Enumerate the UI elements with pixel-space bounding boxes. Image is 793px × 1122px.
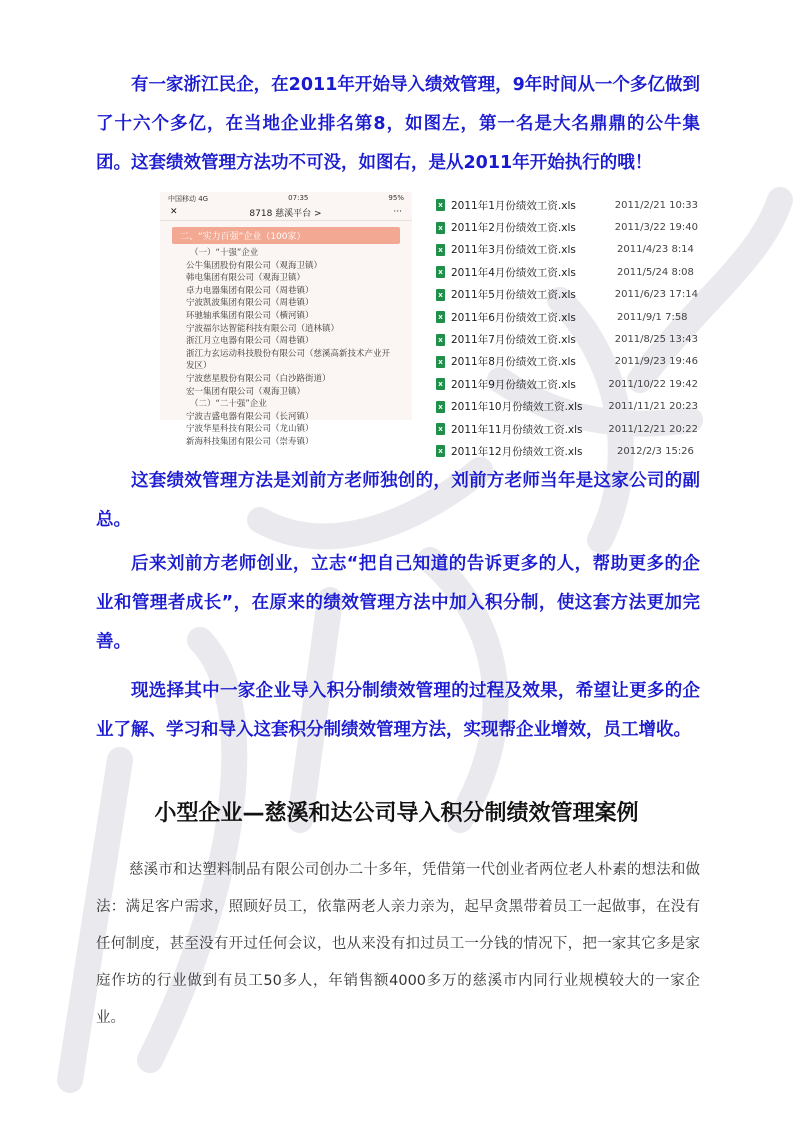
excel-file-icon: x bbox=[436, 289, 445, 301]
file-date: 2012/2/3 15:26 bbox=[617, 445, 694, 457]
file-name: 2011年3月份绩效工资.xls bbox=[451, 244, 576, 257]
file-row[interactable] bbox=[436, 328, 698, 350]
phone-title-bar bbox=[160, 204, 412, 221]
file-date: 2011/9/23 19:46 bbox=[614, 356, 698, 368]
file-name: 2011年8月份绩效工资.xls bbox=[451, 356, 576, 369]
company-line: 韩电集团有限公司（观海卫镇） bbox=[186, 273, 306, 284]
excel-file-icon: x bbox=[436, 445, 445, 457]
file-row[interactable] bbox=[436, 194, 698, 216]
file-name: 2011年4月份绩效工资.xls bbox=[451, 266, 576, 279]
section-heading: （二）“二十强”企业 bbox=[190, 399, 267, 410]
file-date: 2011/10/22 19:42 bbox=[608, 378, 698, 390]
file-name: 2011年2月份绩效工资.xls bbox=[451, 222, 576, 235]
phone-list bbox=[160, 244, 412, 449]
file-name: 2011年6月份绩效工资.xls bbox=[451, 311, 576, 324]
excel-file-icon: x bbox=[436, 244, 445, 256]
company-line: 宏一集团有限公司（观海卫镇） bbox=[186, 386, 306, 397]
company-line: 环驰轴承集团有限公司（横河镇） bbox=[186, 310, 314, 321]
file-row[interactable] bbox=[436, 351, 698, 373]
phone-title: 8718 慈溪平台 > bbox=[249, 208, 322, 219]
intro-paragraph-4: 现选择其中一家企业导入积分制绩效管理的过程及效果，希望让更多的企业了解、学习和导入这套积分制绩效管理方法，实现帮企业增效，员工增收。 bbox=[96, 681, 700, 740]
phone-screenshot bbox=[160, 192, 412, 447]
file-date: 2011/9/1 7:58 bbox=[617, 311, 688, 323]
excel-file-icon: x bbox=[436, 266, 445, 278]
file-date: 2011/6/23 17:14 bbox=[614, 289, 698, 301]
excel-file-icon: x bbox=[436, 423, 445, 435]
case-heading: 小型企业—慈溪和达公司导入积分制绩效管理案例 bbox=[154, 801, 639, 826]
company-line: 宁波福尔达智能科技有限公司（逍林镇） bbox=[186, 323, 340, 334]
file-row[interactable] bbox=[436, 418, 698, 440]
company-line: 宁波慈星股份有限公司（白沙路街道） bbox=[186, 373, 331, 384]
section-heading: （一）“十强”企业 bbox=[190, 248, 259, 258]
excel-file-icon: x bbox=[436, 356, 445, 368]
file-row[interactable] bbox=[436, 373, 698, 395]
file-name: 2011年12月份绩效工资.xls bbox=[451, 445, 583, 458]
excel-file-icon: x bbox=[436, 378, 445, 390]
excel-file-icon: x bbox=[436, 401, 445, 413]
company-line: 宁波吉盛电器有限公司（长河镇） bbox=[186, 411, 314, 422]
company-line: 公牛集团股份有限公司（观海卫镇） bbox=[186, 260, 323, 271]
intro-paragraph-1: 有一家浙江民企，在2011年开始导入绩效管理，9年时间从一个多亿做到了十六个多亿，在当地企业排名第8，如图左，第一名是大名鼎鼎的公牛集团。这套绩效管理方法功不可没，如图右，是从2011年开始执行的哦！ bbox=[96, 75, 700, 173]
intro-paragraph-3: 后来刘前方老师创业，立志“把自己知道的告诉更多的人，帮助更多的企业和管理者成长”，在原来的绩效管理方法中加入积分制，使这套方法更加完善。 bbox=[96, 554, 700, 652]
excel-file-icon: x bbox=[436, 311, 445, 323]
file-row[interactable] bbox=[436, 396, 698, 418]
intro-paragraph-2: 这套绩效管理方法是刘前方老师独创的，刘前方老师当年是这家公司的副总。 bbox=[96, 471, 700, 530]
file-date: 2011/8/25 13:43 bbox=[614, 334, 698, 346]
file-date: 2011/4/23 8:14 bbox=[617, 244, 694, 256]
excel-file-icon: x bbox=[436, 222, 445, 234]
file-date: 2011/11/21 20:23 bbox=[608, 401, 698, 413]
file-row[interactable] bbox=[436, 306, 698, 328]
company-line: 卓力电器集团有限公司（周巷镇） bbox=[186, 285, 314, 296]
file-date: 2011/5/24 8:08 bbox=[617, 266, 694, 278]
file-date: 2011/12/21 20:22 bbox=[608, 423, 698, 435]
company-line: 宁波凯波集团有限公司（周巷镇） bbox=[186, 298, 314, 309]
file-name: 2011年7月份绩效工资.xls bbox=[451, 334, 576, 347]
company-line: 宁波华星科技有限公司（龙山镇） bbox=[186, 424, 314, 435]
file-row[interactable] bbox=[436, 440, 698, 462]
file-date: 2011/2/21 10:33 bbox=[614, 199, 698, 211]
carrier-label: 中国移动 4G bbox=[168, 195, 209, 203]
file-row[interactable] bbox=[436, 239, 698, 261]
close-icon[interactable]: ✕ bbox=[170, 207, 178, 217]
battery-label: 95% bbox=[388, 194, 404, 202]
file-list bbox=[436, 194, 698, 463]
file-name: 2011年5月份绩效工资.xls bbox=[451, 289, 576, 302]
company-line: 浙江力玄运动科技股份有限公司（慈溪高新技术产业开发区） bbox=[186, 348, 391, 372]
file-row[interactable] bbox=[436, 284, 698, 306]
company-line: 新海科技集团有限公司（崇寿镇） bbox=[186, 436, 314, 447]
phone-status-bar bbox=[160, 192, 412, 204]
file-name: 2011年9月份绩效工资.xls bbox=[451, 378, 576, 391]
file-name: 2011年10月份绩效工资.xls bbox=[451, 401, 583, 414]
phone-banner: 二、“实力百强”企业（100家） bbox=[172, 227, 400, 244]
excel-file-icon: x bbox=[436, 334, 445, 346]
file-name: 2011年1月份绩效工资.xls bbox=[451, 199, 576, 212]
excel-file-icon: x bbox=[436, 199, 445, 211]
file-date: 2011/3/22 19:40 bbox=[614, 222, 698, 234]
more-icon[interactable]: ··· bbox=[393, 207, 402, 217]
case-body: 慈溪市和达塑料制品有限公司创办二十多年，凭借第一代创业者两位老人朴素的想法和做法：满足客户需求，照顾好员工，依靠两老人亲力亲为，起早贪黑带着员工一起做事，在没有任何制度，甚至没有开过任何会议，也从来没有扣过员工一分钱的情况下，把一家其它多是家庭作坊的行业做到有员工50多人，年销售额4000多万的慈溪市内同行业规模较大的一家企业。 bbox=[96, 862, 700, 1026]
file-row[interactable] bbox=[436, 261, 698, 283]
company-line: 浙江月立电器有限公司（周巷镇） bbox=[186, 336, 314, 347]
time-label: 07:35 bbox=[288, 194, 309, 202]
file-row[interactable] bbox=[436, 216, 698, 238]
file-name: 2011年11月份绩效工资.xls bbox=[451, 423, 583, 436]
